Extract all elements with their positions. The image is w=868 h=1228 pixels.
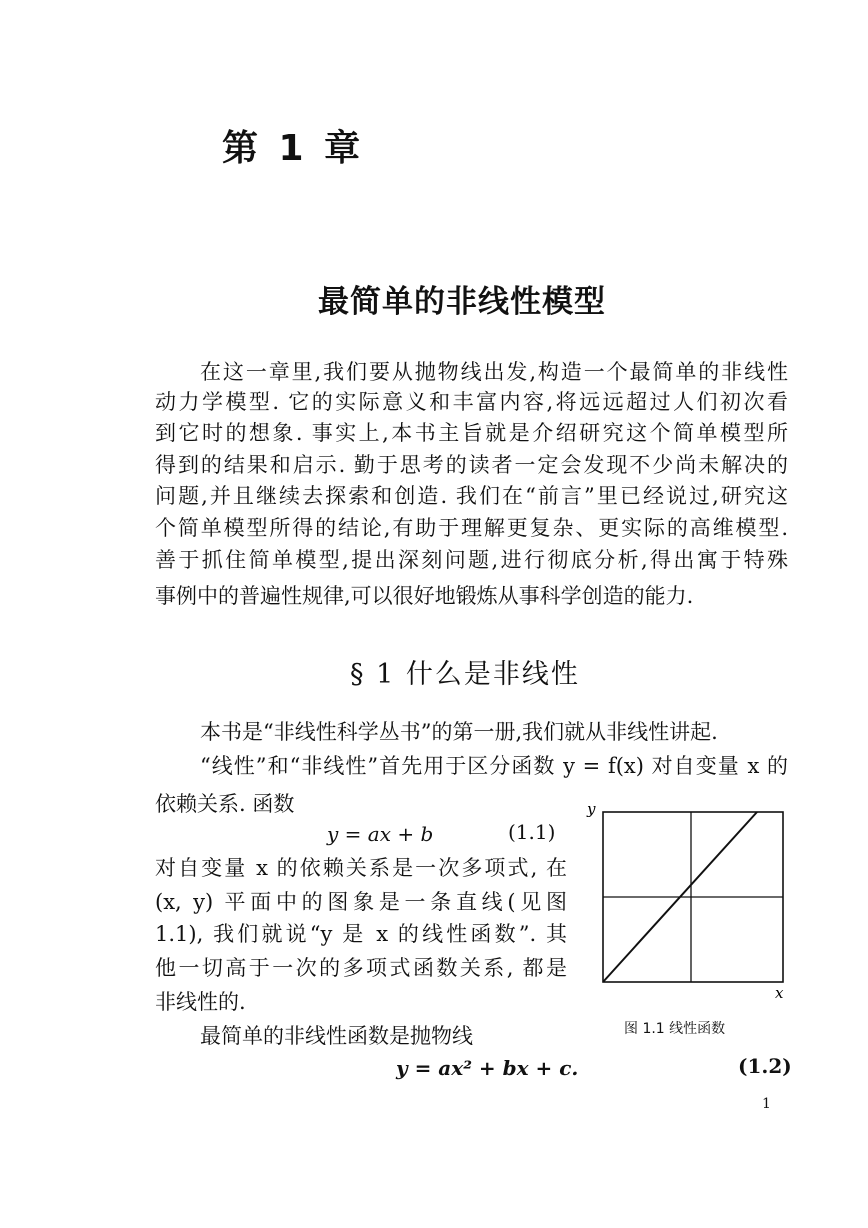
wrap-line: 非线性的. — [155, 990, 246, 1014]
section-title: § 1 什么是非线性 — [350, 659, 580, 690]
intro-line: 个简单模型所得的结论,有助于理解更复杂、更实际的高维模型. — [155, 516, 788, 540]
body-line: 本书是“非线性科学丛书”的第一册,我们就从非线性讲起. — [200, 720, 718, 744]
intro-line: 在这一章里,我们要从抛物线出发,构造一个最简单的非线性 — [200, 360, 788, 384]
page-number: 1 — [762, 1096, 771, 1112]
equation-number-1-1: (1.1) — [508, 820, 556, 844]
wrap-line: 他一切高于一次的多项式函数关系, 都是 — [155, 956, 567, 980]
equation-number-1-2: (1.2) — [738, 1054, 792, 1078]
wrap-line: 1.1), 我们就说“y 是 x 的线性函数”. 其 — [155, 922, 567, 946]
last-line: 最简单的非线性函数是抛物线 — [200, 1024, 473, 1048]
body-line: “线性”和“非线性”首先用于区分函数 y = f(x) 对自变量 x 的 — [200, 754, 788, 778]
wrap-line: (x, y) 平面中的图象是一条直线(见图 — [155, 890, 567, 914]
figure-y-label: y — [587, 800, 596, 818]
body-line: 依赖关系. 函数 — [155, 792, 295, 816]
figure-x-label: x — [775, 984, 784, 1000]
figure-caption: 图 1.1 线性函数 — [624, 1021, 726, 1037]
intro-line: 得到的结果和启示. 勤于思考的读者一定会发现不少尚未解决的 — [155, 453, 788, 477]
intro-line: 动力学模型. 它的实际意义和丰富内容,将远远超过人们初次看 — [155, 390, 788, 414]
chapter-heading: 第 1 章 — [222, 128, 365, 169]
intro-line: 到它时的想象. 事实上,本书主旨就是介绍研究这个简单模型所 — [155, 421, 788, 445]
wrap-line: 对自变量 x 的依赖关系是一次多项式, 在 — [155, 856, 567, 880]
equation-1-2: y = ax² + bx + c. — [396, 1056, 579, 1080]
chapter-title: 最简单的非线性模型 — [318, 284, 606, 320]
intro-line: 善于抓住简单模型,提出深刻问题,进行彻底分析,得出寓于特殊 — [155, 548, 788, 572]
intro-line: 问题,并且继续去探索和创造. 我们在“前言”里已经说过,研究这 — [155, 484, 788, 508]
equation-1-1: y = ax + b — [327, 822, 434, 846]
linear-function-figure — [585, 800, 795, 1000]
intro-line: 事例中的普遍性规律,可以很好地锻炼从事科学创造的能力. — [155, 584, 694, 608]
